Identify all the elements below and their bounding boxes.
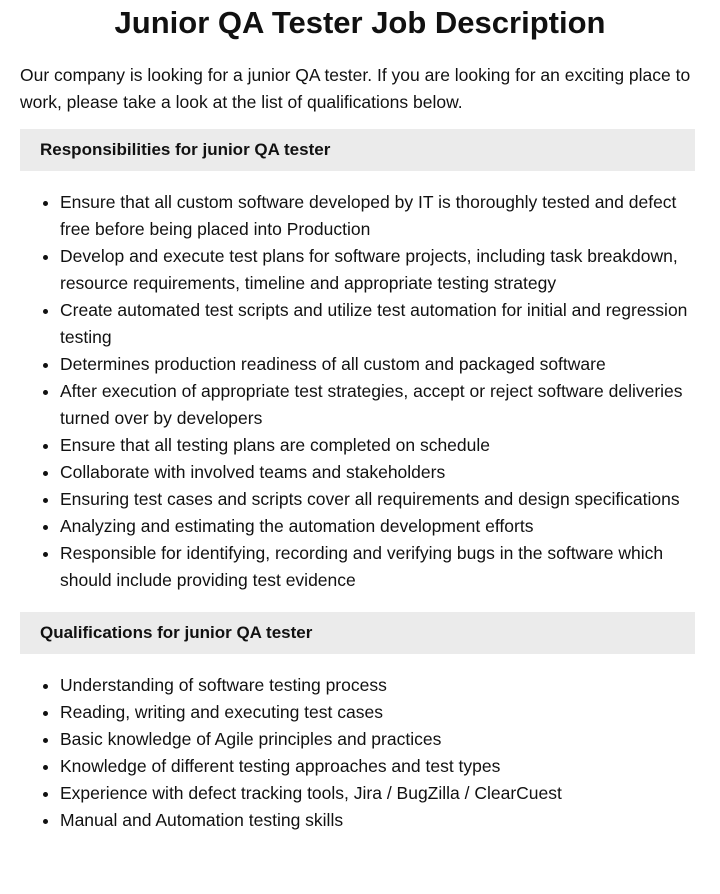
list-item: • Understanding of software testing process xyxy=(60,672,700,699)
list-item: • Knowledge of different testing approaches and test types xyxy=(60,753,700,780)
list-item: • Analyzing and estimating the automation development efforts xyxy=(60,513,700,540)
section-list xyxy=(20,189,700,594)
list-item: • Determines production readiness of all custom and packaged software xyxy=(60,351,700,378)
page-title: Junior QA Tester Job Description xyxy=(114,5,606,40)
list-item: • Create automated test scripts and utilize test automation for initial and regression testing xyxy=(60,297,700,351)
list-item: • Experience with defect tracking tools, Jira / BugZilla / ClearCuest xyxy=(60,780,700,807)
intro-text: Our company is looking for a junior QA tester. If you are looking for an exciting place to work, please take a look at the list of qualifications below. xyxy=(20,65,691,112)
list-item: • Develop and execute test plans for software projects, including task breakdown, resource requirements, timeline and appropriate testing strategy xyxy=(60,243,700,297)
list-item: • Reading, writing and executing test cases xyxy=(60,699,700,726)
list-item: • Collaborate with involved teams and stakeholders xyxy=(60,459,700,486)
section-heading: Qualifications for junior QA tester xyxy=(20,612,695,654)
section-heading: Responsibilities for junior QA tester xyxy=(20,129,695,171)
list-item: • Responsible for identifying, recording and verifying bugs in the software which should include providing test evidence xyxy=(60,540,700,594)
section-list xyxy=(20,672,700,834)
list-item: • Ensure that all custom software developed by IT is thoroughly tested and defect free before being placed into Production xyxy=(60,189,700,243)
list-item: • Ensure that all testing plans are completed on schedule xyxy=(60,432,700,459)
list-item: • After execution of appropriate test strategies, accept or reject software deliveries turned over by developers xyxy=(60,378,700,432)
list-item: • Ensuring test cases and scripts cover all requirements and design specifications xyxy=(60,486,700,513)
list-item: • Basic knowledge of Agile principles and practices xyxy=(60,726,700,753)
list-item: • Manual and Automation testing skills xyxy=(60,807,700,834)
